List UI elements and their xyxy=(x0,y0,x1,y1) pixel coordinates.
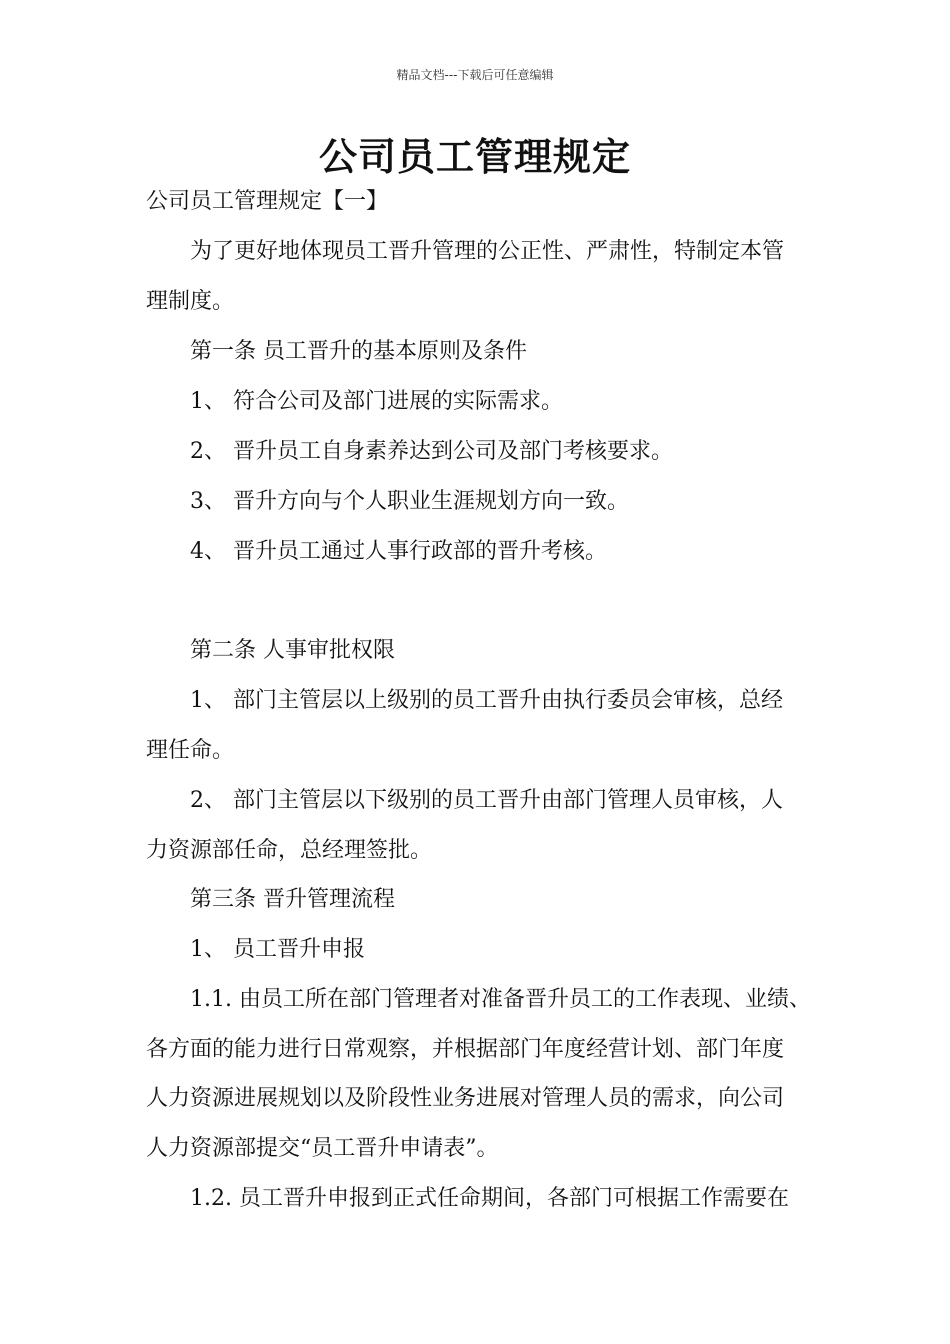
section-heading: 公司员工管理规定【一】 xyxy=(146,189,389,214)
list-item: 1、 部门主管层以上级别的员工晋升由执行委员会审核，总经 xyxy=(190,688,783,713)
paragraph-line: 1.1. 由员工所在部门管理者对准备晋升员工的工作表现、业绩、 xyxy=(190,987,811,1012)
header-note: 精品文档---下载后可任意编辑 xyxy=(396,68,554,82)
article-heading: 第一条 员工晋升的基本原则及条件 xyxy=(190,339,527,364)
list-item: 2、 晋升员工自身素养达到公司及部门考核要求。 xyxy=(190,439,673,464)
list-item: 4、 晋升员工通过人事行政部的晋升考核。 xyxy=(190,539,607,564)
list-item: 3、 晋升方向与个人职业生涯规划方向一致。 xyxy=(190,489,629,514)
paragraph-line: 人力资源进展规划以及阶段性业务进展对管理人员的需求，向公司 xyxy=(146,1086,785,1111)
paragraph-line: 各方面的能力进行日常观察，并根据部门年度经营计划、部门年度 xyxy=(146,1037,785,1062)
paragraph-line: 理制度。 xyxy=(146,289,235,314)
paragraph-line: 人力资源部提交“员工晋升申请表”。 xyxy=(146,1136,499,1161)
list-item: 1、 员工晋升申报 xyxy=(190,937,365,962)
paragraph-line: 理任命。 xyxy=(146,738,235,763)
paragraph-line: 为了更好地体现员工晋升管理的公正性、严肃性，特制定本管 xyxy=(190,239,785,264)
paragraph-line: 力资源部任命，总经理签批。 xyxy=(146,838,433,863)
paragraph-line: 1.2. 员工晋升申报到正式任命期间，各部门可根据工作需要在 xyxy=(190,1186,789,1211)
article-heading: 第二条 人事审批权限 xyxy=(190,638,395,663)
list-item: 2、 部门主管层以下级别的员工晋升由部门管理人员审核，人 xyxy=(190,788,783,813)
list-item: 1、 符合公司及部门进展的实际需求。 xyxy=(190,389,563,414)
document-title: 公司员工管理规定 xyxy=(318,135,631,179)
article-heading: 第三条 晋升管理流程 xyxy=(190,887,395,912)
